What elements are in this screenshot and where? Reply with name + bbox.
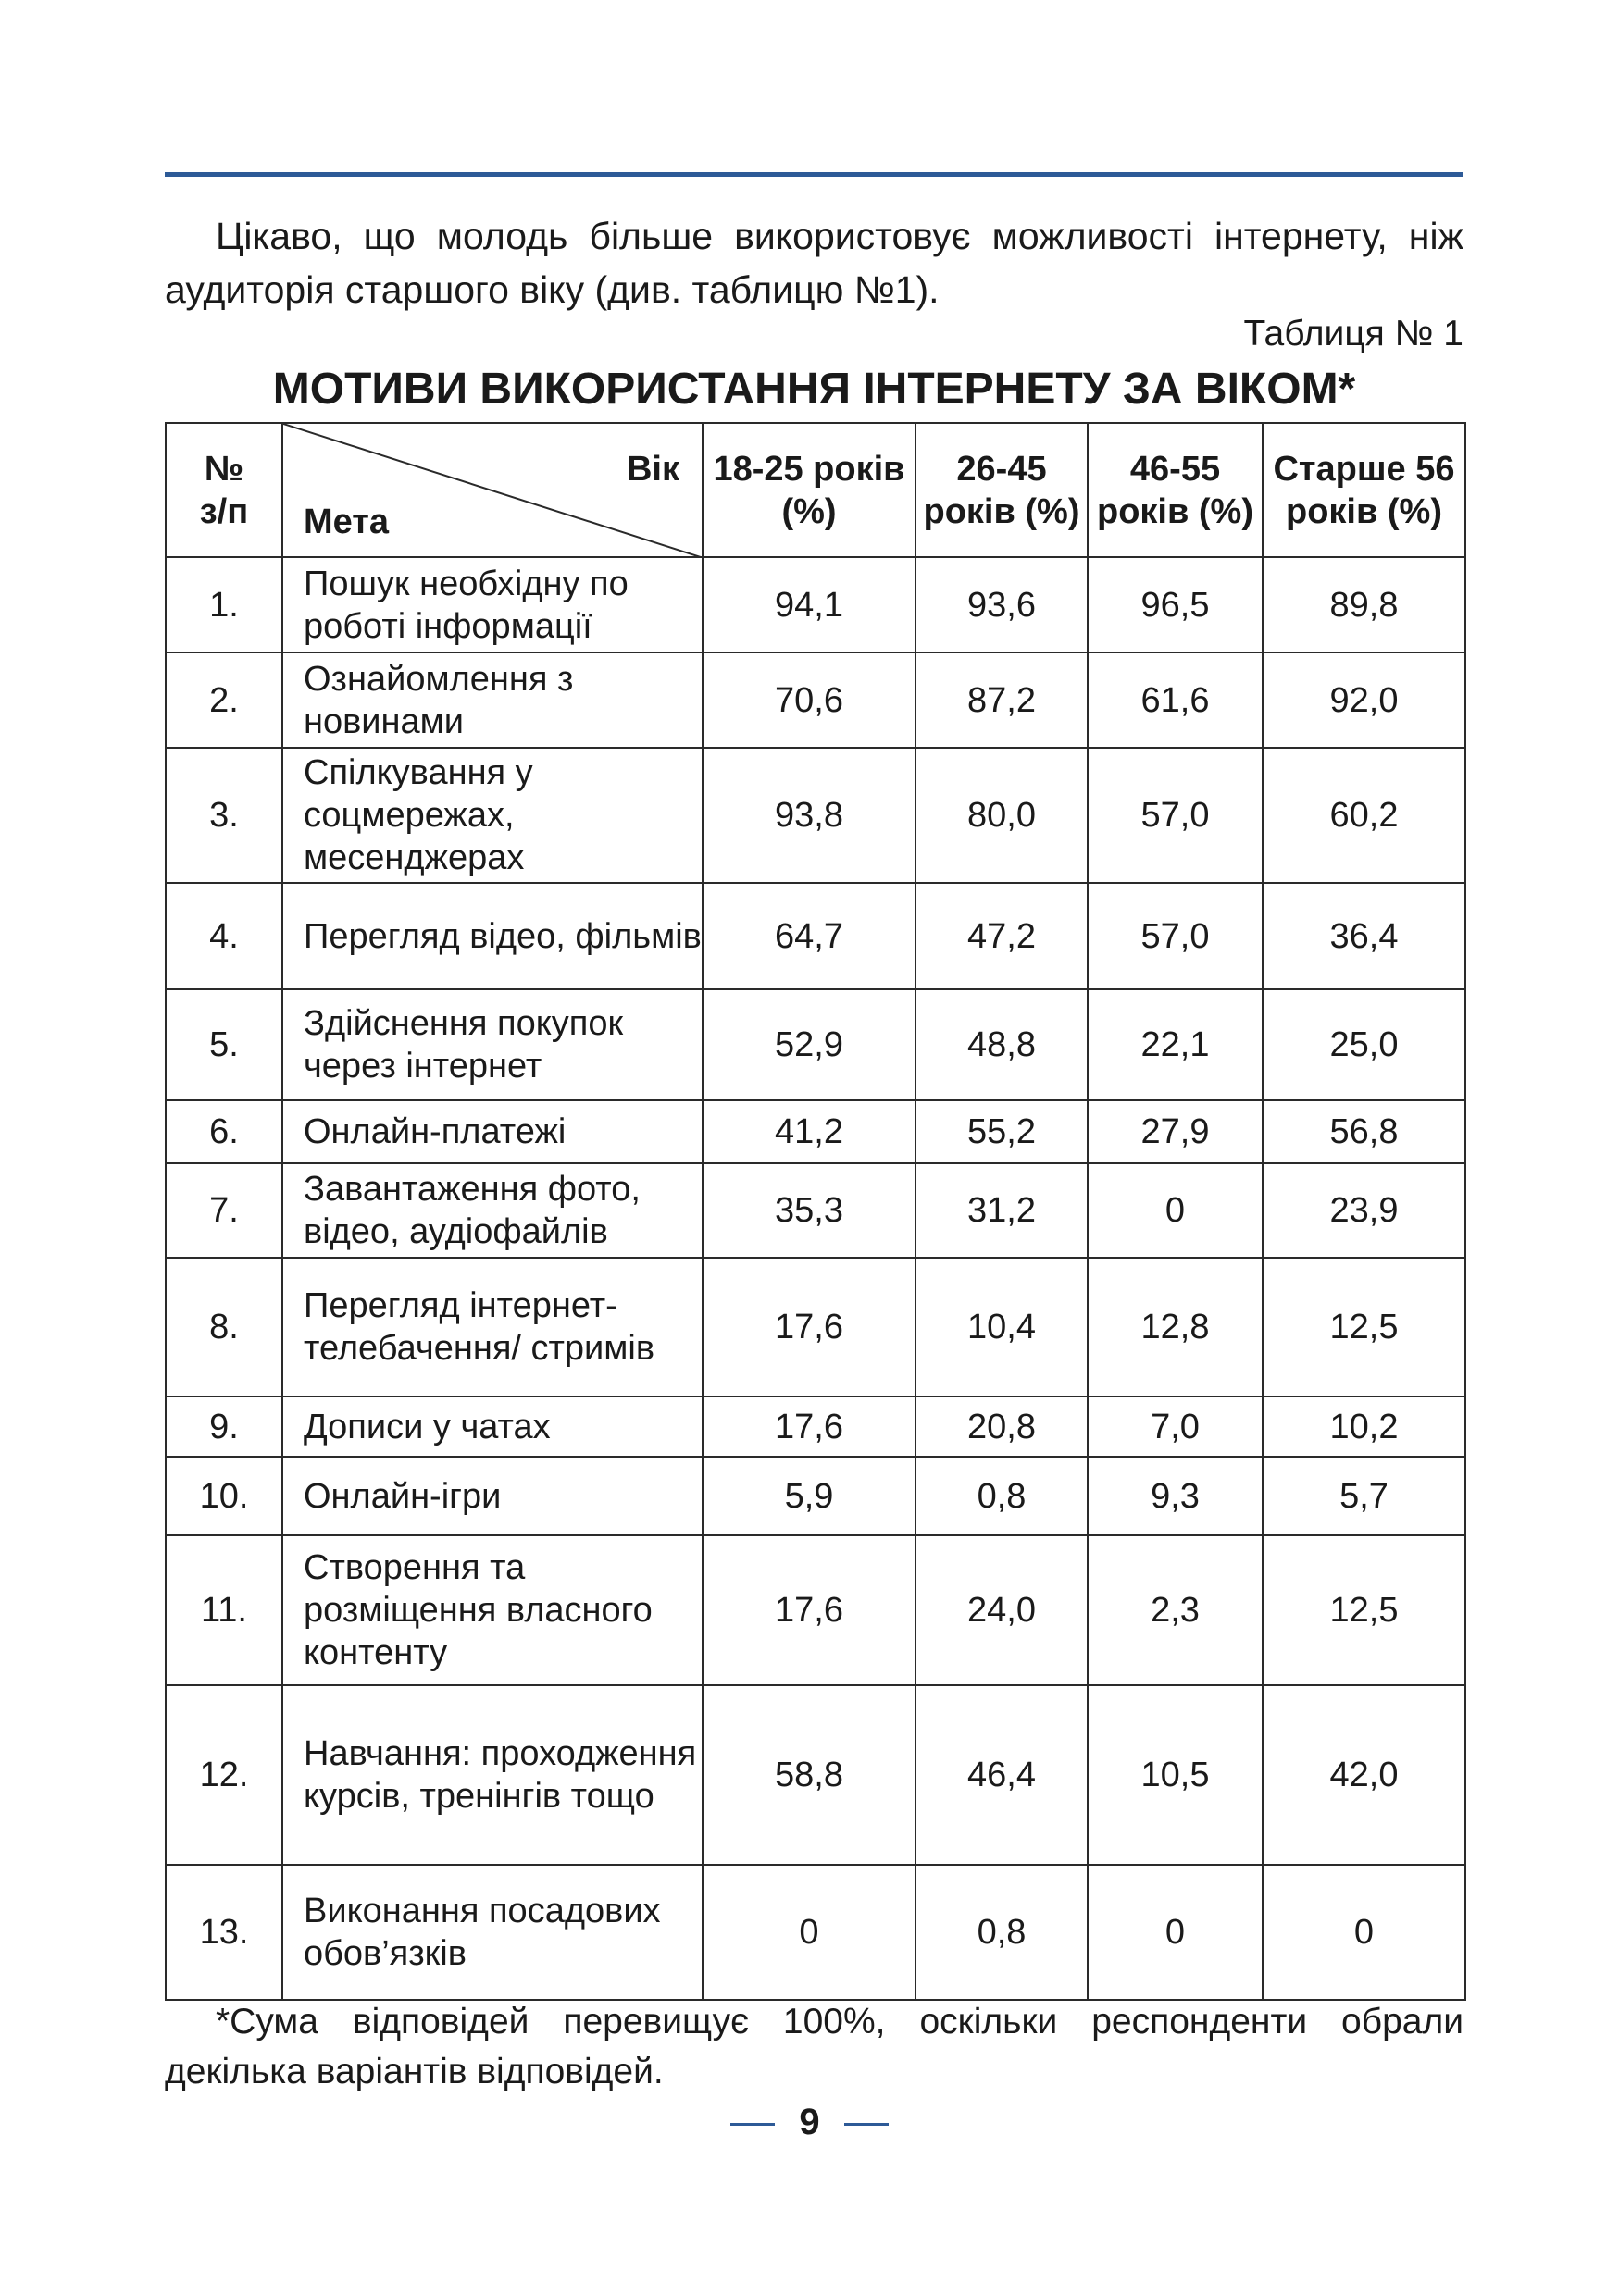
value-46-55: 61,6 — [1088, 652, 1263, 748]
value-26-45: 0,8 — [915, 1865, 1088, 2000]
footnote-text: *Сума відповідей перевищує 100%, оскільки респонденти обрали декілька варіантів відповідей. — [165, 2002, 1463, 2091]
value-46-55: 2,3 — [1088, 1535, 1263, 1685]
data-table — [165, 422, 1466, 2001]
header-col-56-plus: Старше 56 років (%) — [1263, 423, 1465, 557]
page-number: 9 — [799, 2102, 820, 2142]
value-46-55: 0 — [1088, 1163, 1263, 1258]
row-number: 10. — [166, 1457, 282, 1535]
table-row — [166, 557, 1465, 652]
header-rule — [165, 172, 1463, 177]
row-goal: Створення та розміщення власного контенту — [282, 1535, 703, 1685]
row-goal: Здійснення покупок через інтернет — [282, 989, 703, 1100]
value-46-55: 27,9 — [1088, 1100, 1263, 1163]
value-56-plus: 23,9 — [1263, 1163, 1465, 1258]
header-goal-age — [282, 423, 703, 557]
value-56-plus: 25,0 — [1263, 989, 1465, 1100]
value-18-25: 0 — [703, 1865, 915, 2000]
row-goal: Онлайн-ігри — [282, 1457, 703, 1535]
value-26-45: 47,2 — [915, 883, 1088, 989]
value-46-55: 9,3 — [1088, 1457, 1263, 1535]
value-26-45: 80,0 — [915, 748, 1088, 883]
value-18-25: 17,6 — [703, 1535, 915, 1685]
row-number: 12. — [166, 1685, 282, 1865]
value-26-45: 24,0 — [915, 1535, 1088, 1685]
value-18-25: 58,8 — [703, 1685, 915, 1865]
row-number: 9. — [166, 1396, 282, 1457]
table-row — [166, 989, 1465, 1100]
value-18-25: 64,7 — [703, 883, 915, 989]
page-number-dash-right — [844, 2123, 889, 2126]
value-26-45: 48,8 — [915, 989, 1088, 1100]
row-goal: Перегляд інтернет-телебачення/ стримів — [282, 1258, 703, 1396]
value-18-25: 52,9 — [703, 989, 915, 1100]
header-age: Вік — [626, 450, 679, 489]
table-row — [166, 1163, 1465, 1258]
value-18-25: 93,8 — [703, 748, 915, 883]
row-goal: Дописи у чатах — [282, 1396, 703, 1457]
value-56-plus: 0 — [1263, 1865, 1465, 2000]
row-goal: Онлайн-платежі — [282, 1100, 703, 1163]
intro-text: Цікаво, що молодь більше використовує можливості інтернету, ніж аудиторія старшого віку (див. таблицю №1). — [165, 215, 1463, 311]
row-number: 2. — [166, 652, 282, 748]
row-number: 7. — [166, 1163, 282, 1258]
row-number: 6. — [166, 1100, 282, 1163]
value-46-55: 10,5 — [1088, 1685, 1263, 1865]
value-56-plus: 5,7 — [1263, 1457, 1465, 1535]
value-18-25: 35,3 — [703, 1163, 915, 1258]
row-number: 5. — [166, 989, 282, 1100]
header-col-18-25: 18-25 років (%) — [703, 423, 915, 557]
value-56-plus: 12,5 — [1263, 1535, 1465, 1685]
footnote — [165, 1997, 1463, 2097]
header-goal: Мета — [304, 503, 390, 541]
value-18-25: 94,1 — [703, 557, 915, 652]
value-56-plus: 92,0 — [1263, 652, 1465, 748]
table-row — [166, 652, 1465, 748]
row-goal: Ознайомлення з новинами — [282, 652, 703, 748]
value-18-25: 5,9 — [703, 1457, 915, 1535]
value-26-45: 87,2 — [915, 652, 1088, 748]
value-18-25: 41,2 — [703, 1100, 915, 1163]
value-26-45: 10,4 — [915, 1258, 1088, 1396]
value-46-55: 12,8 — [1088, 1258, 1263, 1396]
row-goal: Виконання посадових обов’язків — [282, 1865, 703, 2000]
row-goal: Навчання: проходження курсів, тренінгів тощо — [282, 1685, 703, 1865]
value-26-45: 46,4 — [915, 1685, 1088, 1865]
row-number: 3. — [166, 748, 282, 883]
value-56-plus: 10,2 — [1263, 1396, 1465, 1457]
table-row — [166, 883, 1465, 989]
value-46-55: 7,0 — [1088, 1396, 1263, 1457]
value-56-plus: 12,5 — [1263, 1258, 1465, 1396]
header-col-46-55: 46-55 років (%) — [1088, 423, 1263, 557]
table-row — [166, 1865, 1465, 2000]
table-row — [166, 1535, 1465, 1685]
value-26-45: 20,8 — [915, 1396, 1088, 1457]
row-goal: Перегляд відео, фільмів — [282, 883, 703, 989]
table-row — [166, 748, 1465, 883]
row-number: 13. — [166, 1865, 282, 2000]
value-46-55: 57,0 — [1088, 748, 1263, 883]
value-26-45: 55,2 — [915, 1100, 1088, 1163]
table-body — [166, 557, 1465, 2000]
value-56-plus: 56,8 — [1263, 1100, 1465, 1163]
table-row — [166, 1685, 1465, 1865]
value-18-25: 17,6 — [703, 1396, 915, 1457]
header-number-line1: № — [204, 449, 244, 489]
intro-paragraph — [165, 209, 1463, 316]
row-number: 11. — [166, 1535, 282, 1685]
row-goal: Пошук необхідну по роботі інформації — [282, 557, 703, 652]
value-18-25: 17,6 — [703, 1258, 915, 1396]
table-row — [166, 1100, 1465, 1163]
table-label: Таблиця № 1 — [1243, 314, 1463, 354]
header-col-26-45: 26-45 років (%) — [915, 423, 1088, 557]
row-goal: Спілкування у соцмережах, месенджерах — [282, 748, 703, 883]
table-title: МОТИВИ ВИКОРИСТАННЯ ІНТЕРНЕТУ ЗА ВІКОМ* — [272, 365, 1356, 414]
header-number-line2: з/п — [199, 491, 249, 531]
table-row — [166, 1396, 1465, 1457]
table-row — [166, 1258, 1465, 1396]
value-56-plus: 42,0 — [1263, 1685, 1465, 1865]
row-number: 1. — [166, 557, 282, 652]
header-number — [166, 423, 282, 557]
table-row — [166, 1457, 1465, 1535]
value-46-55: 0 — [1088, 1865, 1263, 2000]
page-footer — [0, 2099, 1619, 2145]
value-56-plus: 60,2 — [1263, 748, 1465, 883]
page-number-dash-left — [730, 2123, 775, 2126]
value-26-45: 93,6 — [915, 557, 1088, 652]
row-goal: Завантаження фото, відео, аудіофайлів — [282, 1163, 703, 1258]
row-number: 8. — [166, 1258, 282, 1396]
value-26-45: 31,2 — [915, 1163, 1088, 1258]
value-18-25: 70,6 — [703, 652, 915, 748]
table-header-row — [166, 423, 1465, 557]
value-46-55: 57,0 — [1088, 883, 1263, 989]
value-26-45: 0,8 — [915, 1457, 1088, 1535]
row-number: 4. — [166, 883, 282, 989]
value-56-plus: 36,4 — [1263, 883, 1465, 989]
value-56-plus: 89,8 — [1263, 557, 1465, 652]
value-46-55: 22,1 — [1088, 989, 1263, 1100]
value-46-55: 96,5 — [1088, 557, 1263, 652]
